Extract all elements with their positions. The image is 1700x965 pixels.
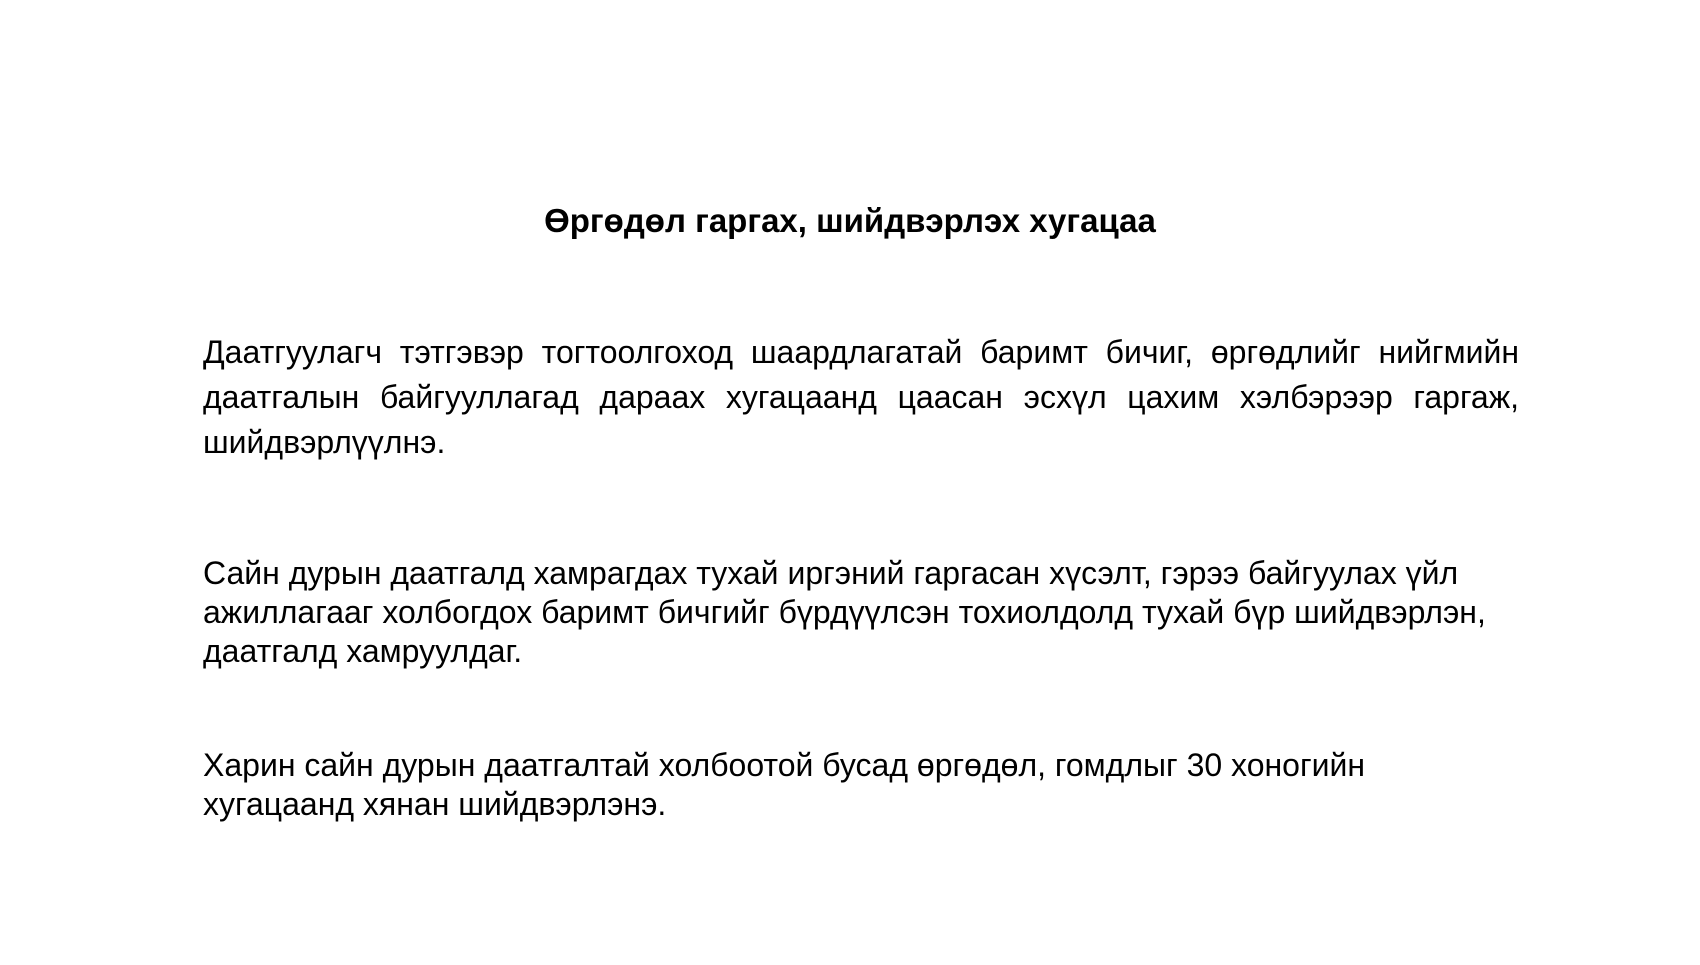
page-title: Өргөдөл гаргах, шийдвэрлэх хугацаа xyxy=(544,202,1156,239)
paragraph-complaint-deadline: Харин сайн дурын даатгалтай холбоотой бусад өргөдөл, гомдлыг 30 хоногийн хугацаанд хянан шийдвэрлэнэ. xyxy=(203,747,1366,822)
paragraph-application-submission: Даатгуулагч тэтгэвэр тогтоолгоход шаардлагатай баримт бичиг, өргөдлийг нийгмийн даатгалын байгууллагад дараах хугацаанд цаасан эсхүл цахим хэлбэрээр гаргаж, шийдвэрлүүлнэ. xyxy=(203,334,1519,460)
paragraph-voluntary-insurance: Сайн дурын даатгалд хамрагдах тухай иргэний гаргасан хүсэлт, гэрээ байгуулах үйл ажиллагааг холбогдох баримт бичгийг бүрдүүлсэн тохиолдолд тухай бүр шийдвэрлэн, даатгалд хамруулдаг. xyxy=(203,555,1486,669)
